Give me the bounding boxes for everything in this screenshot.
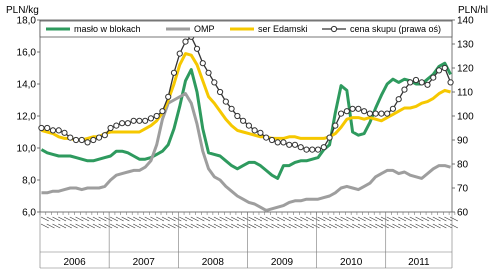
y-left-tick-label: 10,0: [16, 143, 36, 155]
series-point: [229, 106, 234, 111]
series-point: [338, 111, 343, 116]
series-point: [177, 51, 182, 56]
series-point: [241, 118, 246, 123]
series-point: [62, 130, 67, 135]
series-point: [102, 133, 107, 138]
series-point: [217, 89, 222, 94]
series-point: [367, 111, 372, 116]
series-point: [212, 80, 217, 85]
series-point: [200, 61, 205, 66]
y-right-tick-label: 70: [457, 183, 469, 195]
legend-label-ser: ser Edamski: [258, 24, 308, 34]
x-year-label: 2008: [201, 257, 224, 268]
series-point: [402, 87, 407, 92]
y-left-tick-label: 8,0: [22, 175, 36, 187]
series-point: [235, 113, 240, 118]
series-point: [85, 140, 90, 145]
y-right-tick-label: 140: [457, 15, 474, 27]
series-point: [448, 80, 453, 85]
y-right-tick-label: 80: [457, 159, 469, 171]
legend: [40, 21, 452, 37]
series-point: [269, 137, 274, 142]
series-point: [108, 125, 113, 130]
y-right-tick-label: 100: [457, 111, 474, 123]
series-point: [206, 70, 211, 75]
x-year-label: 2009: [270, 257, 294, 268]
series-point: [350, 106, 355, 111]
x-year-label: 2011: [408, 257, 430, 268]
series-point: [264, 135, 269, 140]
y-right-axis-label: PLN/hl: [457, 5, 488, 16]
y-left-axis-label: PLN/kg: [6, 5, 39, 16]
series-point: [50, 128, 55, 133]
series-point: [292, 142, 297, 147]
series-point: [396, 97, 401, 102]
series-point: [390, 106, 395, 111]
series-point: [275, 140, 280, 145]
series-point: [131, 118, 136, 123]
series-point: [281, 140, 286, 145]
y-right-tick-label: 60: [457, 207, 469, 219]
legend-label-cena: cena skupu (prawa oś): [350, 24, 442, 34]
series-point: [39, 125, 44, 130]
series-point: [56, 128, 61, 133]
legend-marker-cena: [331, 26, 336, 31]
series-point: [321, 145, 326, 150]
series-point: [379, 111, 384, 116]
series-point: [413, 77, 418, 82]
series-point: [310, 147, 315, 152]
legend-label-maslo: masło w blokach: [74, 24, 141, 34]
series-point: [125, 121, 130, 126]
series-point: [166, 94, 171, 99]
series-point: [373, 111, 378, 116]
series-point: [442, 65, 447, 70]
series-point: [356, 106, 361, 111]
series-point: [68, 135, 73, 140]
series-point: [298, 145, 303, 150]
series-point: [223, 99, 228, 104]
series-point: [327, 135, 332, 140]
series-point: [45, 125, 50, 130]
series-point: [258, 130, 263, 135]
series-point: [148, 116, 153, 121]
series-point: [385, 111, 390, 116]
x-year-label: 2007: [132, 257, 155, 268]
series-point: [431, 75, 436, 80]
series-point: [436, 68, 441, 73]
series-point: [287, 142, 292, 147]
series-point: [425, 82, 430, 87]
series-point: [73, 137, 78, 142]
y-left-tick-label: 6,0: [22, 207, 36, 219]
series-point: [154, 113, 159, 118]
series-point: [171, 70, 176, 75]
x-year-label: 2006: [63, 257, 86, 268]
series-point: [79, 137, 84, 142]
y-left-tick-label: 12,0: [16, 111, 36, 123]
y-right-tick-label: 120: [457, 63, 474, 75]
series-point: [315, 147, 320, 152]
y-right-tick-label: 130: [457, 39, 474, 51]
series-point: [419, 80, 424, 85]
legend-label-omp: OMP: [194, 24, 215, 34]
y-left-tick-label: 16,0: [16, 47, 36, 59]
series-point: [160, 109, 165, 114]
y-left-tick-label: 18,0: [16, 15, 36, 27]
series-point: [362, 109, 367, 114]
y-right-tick-label: 110: [457, 87, 473, 99]
series-point: [246, 123, 251, 128]
x-year-label: 2010: [340, 257, 363, 268]
series-point: [137, 118, 142, 123]
series-point: [96, 135, 101, 140]
series-point: [333, 123, 338, 128]
y-left-tick-label: 14,0: [16, 79, 36, 91]
y-right-tick-label: 90: [457, 135, 469, 147]
series-point: [143, 118, 148, 123]
series-point: [344, 109, 349, 114]
series-point: [183, 39, 188, 44]
series-point: [304, 147, 309, 152]
series-point: [91, 137, 96, 142]
series-point: [114, 123, 119, 128]
series-point: [408, 80, 413, 85]
series-point: [120, 121, 125, 126]
series-point: [194, 46, 199, 51]
series-point: [252, 128, 257, 133]
